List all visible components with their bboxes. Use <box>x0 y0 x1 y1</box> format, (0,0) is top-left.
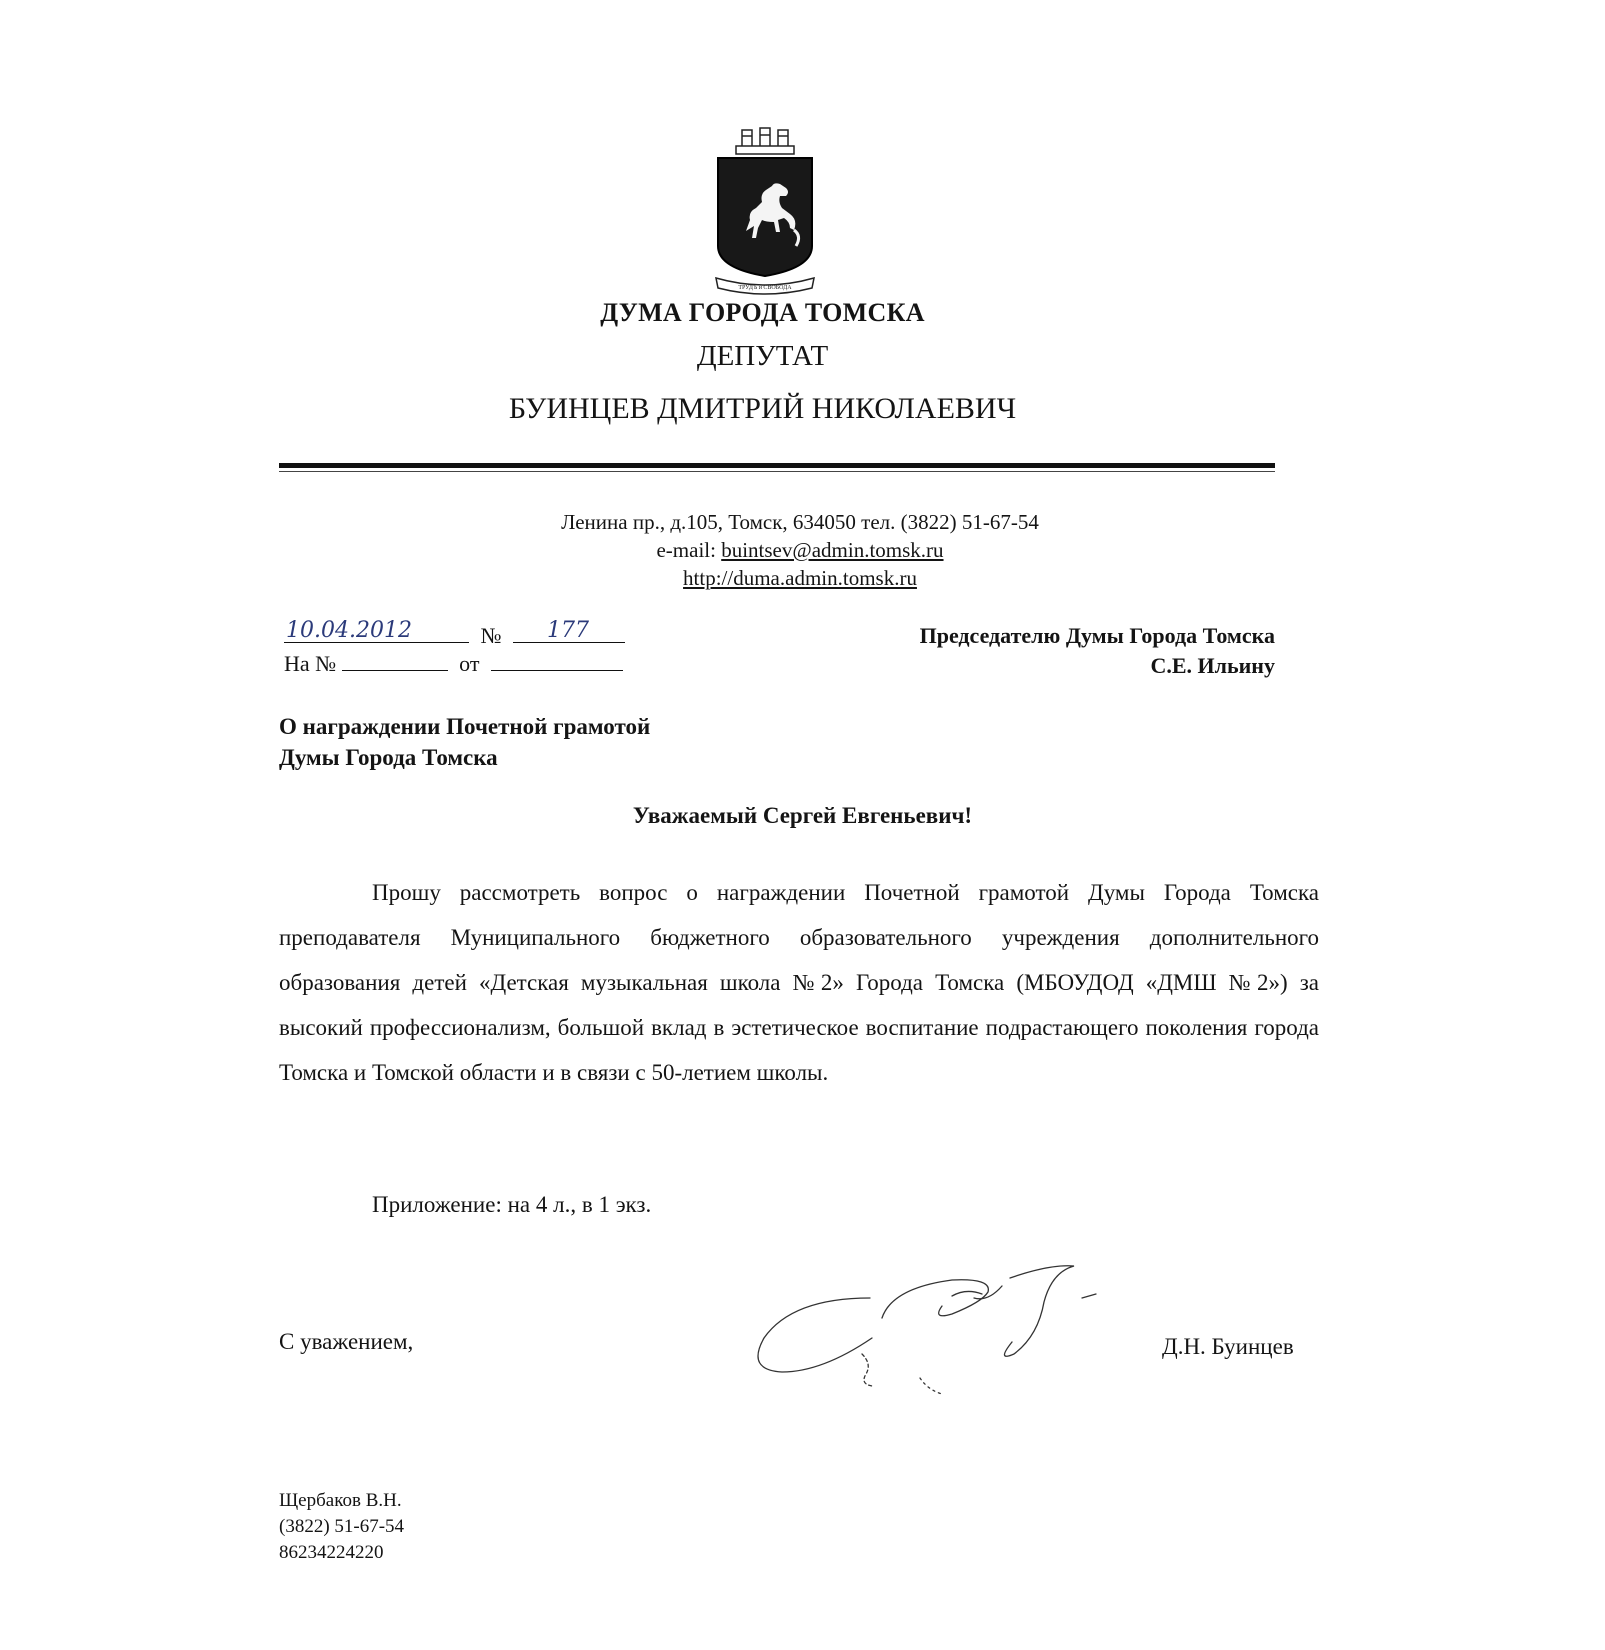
ref-number-blank <box>342 650 448 671</box>
ref-number-label: На № <box>284 651 337 676</box>
addressee-block <box>805 621 1275 681</box>
executor-block <box>279 1488 404 1566</box>
ref-date-label: от <box>459 651 480 676</box>
number-field <box>513 620 625 643</box>
handwritten-signature <box>752 1258 1152 1418</box>
contact-block <box>440 508 1160 592</box>
website-link[interactable]: http://duma.admin.tomsk.ru <box>683 566 917 590</box>
deputy-title: ДЕПУТАТ <box>696 340 829 372</box>
incoming-reference <box>284 650 623 677</box>
outgoing-registration <box>284 620 625 649</box>
postal-address: Ленина пр., д.105, Томск, 634050 тел. (3822) 51-67-54 <box>561 510 1039 534</box>
organization-name: ДУМА ГОРОДА ТОМСКА <box>600 298 925 327</box>
addressee-name: С.Е. Ильину <box>1150 653 1275 678</box>
number-label: № <box>480 623 502 648</box>
executor-phone: (3822) 51-67-54 <box>279 1516 405 1537</box>
executor-name: Щербаков В.Н. <box>279 1490 402 1511</box>
letter-subject <box>279 711 650 773</box>
email-link[interactable]: buintsev@admin.tomsk.ru <box>721 538 944 562</box>
handwritten-date: 10.04.2012 <box>286 618 412 643</box>
tomsk-coat-of-arms-icon <box>710 128 820 296</box>
date-field <box>284 620 469 643</box>
email-line <box>440 536 1160 564</box>
appendix-note: Приложение: на 4 л., в 1 экз. <box>372 1192 652 1217</box>
letterhead-divider-thick <box>279 463 1275 468</box>
subject-line-2: Думы Города Томска <box>279 745 498 770</box>
letterhead-divider-thin <box>279 471 1275 472</box>
subject-line-1: О награждении Почетной грамотой <box>279 714 651 739</box>
document-code: 86234224220 <box>279 1542 384 1563</box>
addressee-position: Председателю Думы Города Томска <box>919 623 1275 648</box>
letter-body: Прошу рассмотреть вопрос о награждении Почетной грамотой Думы Города Томска преподавателя Муниципального бюджетного образовательного учреждения дополнительного образования детей «Детская музыкальная школа №2» Города Томска (МБОУДОД «ДМШ №2») за высокий профессионализм, большой вклад в эстетическое воспитание подрастающего поколения города Томска и Томской области и в связи с 50-летием школы. <box>279 880 1319 1085</box>
deputy-name: БУИНЦЕВ ДМИТРИЙ НИКОЛАЕВИЧ <box>508 392 1017 425</box>
signer-name: Д.Н. Буинцев <box>1162 1334 1294 1359</box>
ref-date-blank <box>491 650 623 671</box>
salutation: Уважаемый Сергей Евгеньевич! <box>632 803 973 828</box>
crest-motto: ТРУДЪ и СВОБОДА <box>738 285 792 291</box>
handwritten-number: 177 <box>547 618 589 643</box>
closing-phrase: С уважением, <box>279 1329 414 1354</box>
email-label: e-mail: <box>656 538 722 562</box>
